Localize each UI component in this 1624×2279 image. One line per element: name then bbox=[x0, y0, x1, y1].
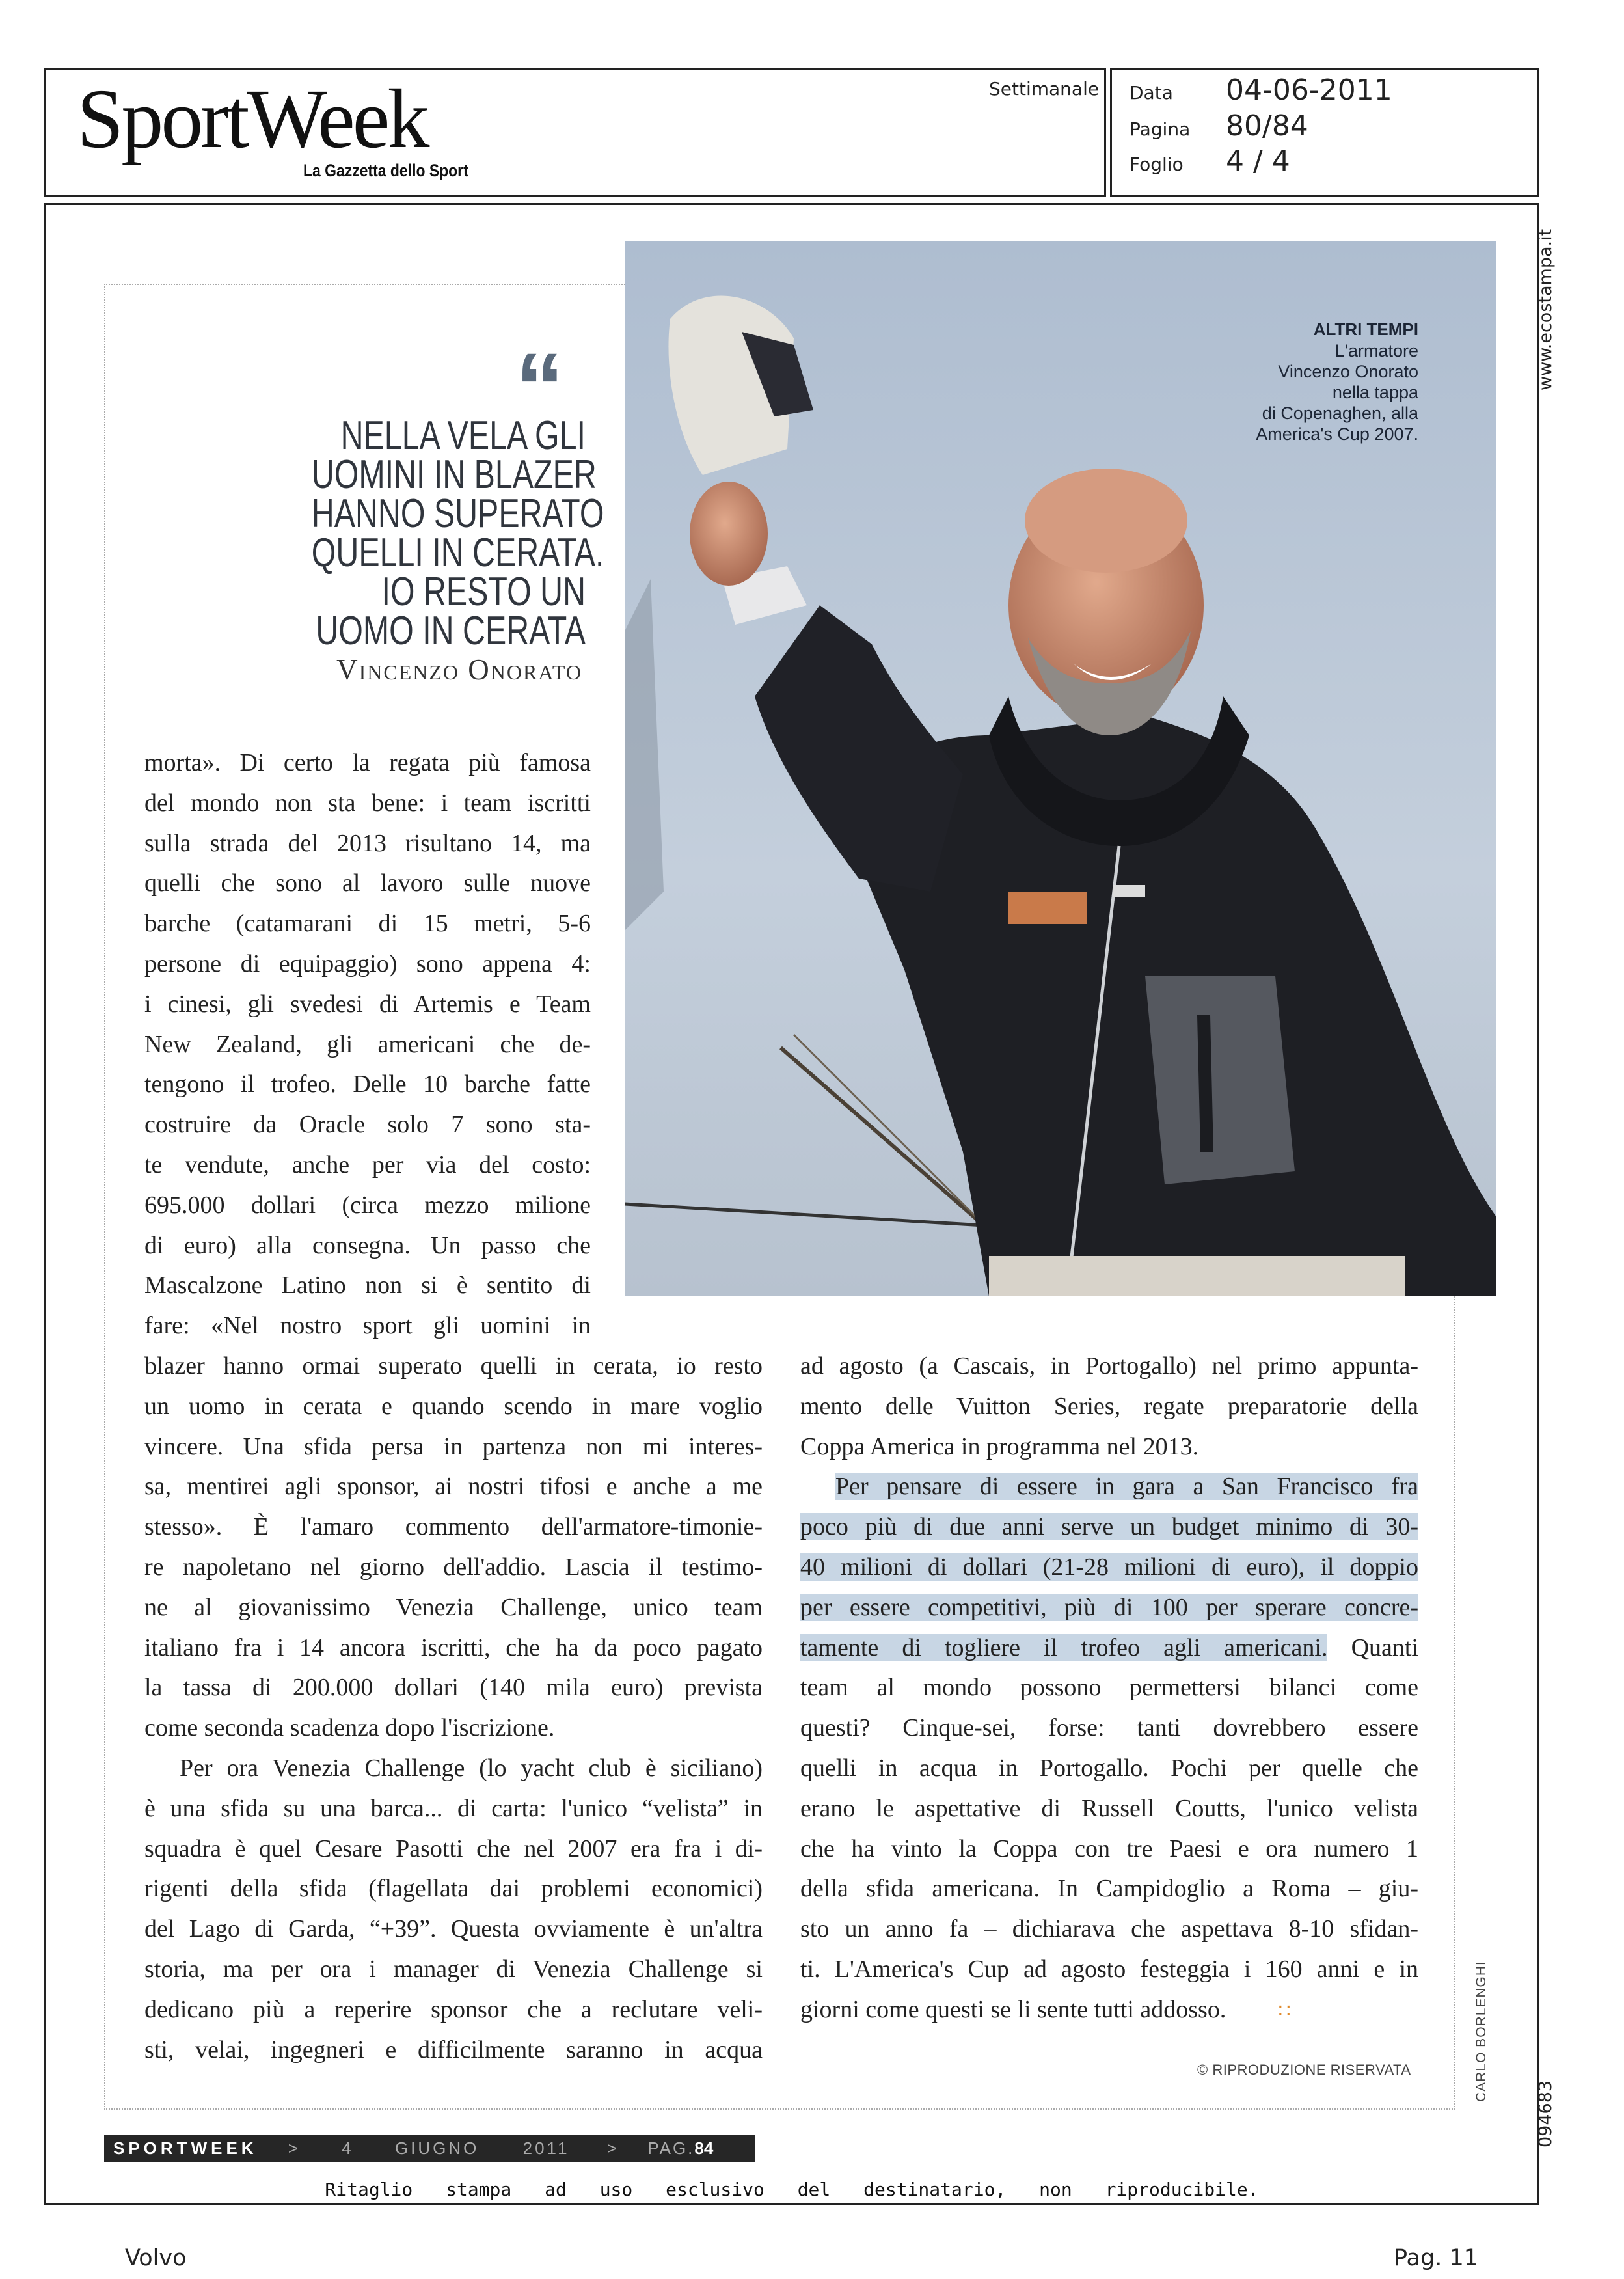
pagina-label: Pagina bbox=[1130, 118, 1191, 140]
text-line: dedicano più a reperire sponsor che a reclutare veli- bbox=[144, 1995, 763, 2023]
footer-page-label: PAG. bbox=[647, 2138, 695, 2158]
text-line: di euro) alla consegna. Un passo che bbox=[144, 1231, 591, 1259]
issue-footer-bar bbox=[104, 2135, 755, 2162]
footer-separator: > bbox=[606, 2138, 617, 2158]
text-line bbox=[800, 1467, 1418, 1507]
text-line: quelli che sono al lavoro sulle nuove bbox=[144, 869, 591, 897]
quote-mark-icon: “ bbox=[515, 333, 564, 442]
caption-line: America's Cup 2007. bbox=[1256, 424, 1418, 444]
page-number: Pag. 11 bbox=[1394, 2245, 1478, 2271]
text-line: sti, velai, ingegneri e difficilmente saranno in acqua bbox=[144, 2036, 763, 2064]
text-line: Per ora Venezia Challenge (lo yacht club è siciliano) bbox=[180, 1754, 763, 1782]
article-column-left-wide bbox=[144, 1346, 763, 2070]
text-line: re napoletano nel giorno dell'addio. Lascia il testimo- bbox=[144, 1553, 763, 1581]
pull-quote-line: QUELLI IN CERATA. bbox=[311, 530, 604, 575]
pull-quote-author: Vincenzo Onorato bbox=[336, 653, 582, 686]
highlighted-text: tamente di togliere il trofeo agli americani. bbox=[800, 1633, 1328, 1661]
highlighted-text: 40 milioni di dollari (21-28 milioni di euro), il doppio bbox=[800, 1553, 1418, 1581]
foglio-value: 4 / 4 bbox=[1226, 144, 1290, 178]
text-line: rigenti della sfida (flagellata dai problemi economici) bbox=[144, 1875, 763, 1903]
data-label: Data bbox=[1130, 82, 1173, 103]
footer-issue: 4 bbox=[342, 2138, 351, 2158]
text-line: erano le aspettative di Russell Coutts, l'unico velista bbox=[800, 1794, 1418, 1822]
text-line: blazer hanno ormai superato quelli in cerata, io resto bbox=[144, 1352, 763, 1380]
text-line: sa, mentirei agli sponsor, ai nostri tifosi e anche a me bbox=[144, 1473, 763, 1501]
pull-quote-line: UOMO IN CERATA bbox=[316, 608, 586, 653]
caption-line: nella tappa bbox=[1332, 383, 1418, 402]
text-line bbox=[800, 1548, 1418, 1588]
text-line: costruire da Oracle solo 7 sono sta- bbox=[144, 1111, 591, 1139]
text-line: 695.000 dollari (circa mezzo milione bbox=[144, 1191, 591, 1219]
text-line: vincere. Una sfida persa in partenza non mi interes- bbox=[144, 1432, 763, 1460]
text-line: morta». Di certo la regata più famosa bbox=[144, 749, 591, 776]
footer-year: 2011 bbox=[522, 2138, 570, 2158]
text-line: squadra è quel Cesare Pasotti che nel 2007 era fra i di- bbox=[144, 1835, 763, 1863]
text-line bbox=[800, 1507, 1418, 1548]
caption-line: di Copenaghen, alla bbox=[1262, 403, 1418, 423]
caption-line: L'armatore bbox=[1334, 341, 1418, 361]
text-line: New Zealand, gli americani che de- bbox=[144, 1030, 591, 1058]
text-line: Mascalzone Latino non si è sentito di bbox=[144, 1272, 591, 1300]
text-line: fare: «Nel nostro sport gli uomini in bbox=[144, 1312, 591, 1340]
text-line: come seconda scadenza dopo l'iscrizione. bbox=[144, 1714, 555, 1742]
disclaimer: Ritaglio stampa ad uso esclusivo del destinatario, non riproducibile. bbox=[325, 2179, 1259, 2200]
article-column-left-narrow bbox=[144, 743, 591, 1346]
text-line: mento delle Vuitton Series, regate preparatorie della bbox=[800, 1392, 1418, 1420]
text-line: del mondo non sta bene: i team iscritti bbox=[144, 789, 591, 817]
end-mark-icon: ∷ bbox=[1278, 1999, 1291, 2023]
footer-month: GIUGNO bbox=[394, 2138, 480, 2158]
text-line: quelli in acqua in Portogallo. Pochi per quelle che bbox=[800, 1754, 1418, 1782]
foglio-label: Foglio bbox=[1130, 154, 1184, 175]
pull-quote-line: NELLA VELA GLI bbox=[340, 413, 586, 458]
text-line: del Lago di Garda, “+39”. Questa ovviamente è un'altra bbox=[144, 1915, 763, 1943]
pull-quote-line: IO RESTO UN bbox=[381, 569, 586, 614]
text-fragment: giorni come questi se li sente tutti addosso. bbox=[800, 1995, 1226, 2023]
text-line: la tassa di 200.000 dollari (140 mila euro) prevista bbox=[144, 1674, 763, 1702]
website-label: www.ecostampa.it bbox=[1536, 228, 1556, 390]
pull-quote-line: HANNO SUPERATO bbox=[311, 491, 604, 536]
text-line: italiano fra i 14 ancora iscritti, che ha da poco pagato bbox=[144, 1633, 763, 1661]
text-line bbox=[800, 1588, 1418, 1628]
article-column-right bbox=[800, 1346, 1418, 2030]
text-line bbox=[800, 1990, 1418, 2030]
text-line: team al mondo possono permettersi bilanci come bbox=[800, 1674, 1418, 1702]
text-line: ad agosto (a Cascais, in Portogallo) nel primo appunta- bbox=[800, 1352, 1418, 1380]
article-photo bbox=[625, 241, 1496, 1296]
text-line: della sfida americana. In Campidoglio a Roma – giu- bbox=[800, 1875, 1418, 1903]
clipping-code: 094683 bbox=[1536, 2080, 1556, 2148]
text-line: storia, ma per ora i manager di Venezia Challenge si bbox=[144, 1955, 763, 1983]
text-line: ne al giovanissimo Venezia Challenge, unico team bbox=[144, 1593, 763, 1621]
data-value: 04-06-2011 bbox=[1226, 74, 1392, 107]
text-line: che ha vinto la Coppa con tre Paesi e ora numero 1 bbox=[800, 1835, 1418, 1863]
footer-separator: > bbox=[288, 2138, 298, 2158]
frequency-label: Settimanale bbox=[989, 78, 1100, 100]
text-line: tengono il trofeo. Delle 10 barche fatte bbox=[144, 1071, 591, 1099]
footer-page-number: 84 bbox=[694, 2138, 714, 2158]
pull-quote bbox=[311, 413, 604, 653]
masthead-logo: SportWeek bbox=[77, 72, 427, 166]
text-line bbox=[800, 1628, 1418, 1669]
copyright-notice: © RIPRODUZIONE RISERVATA bbox=[1197, 2062, 1411, 2078]
caption-line: Vincenzo Onorato bbox=[1278, 362, 1418, 381]
photo-illustration bbox=[625, 241, 1496, 1296]
text-line: è una sfida su una barca... di carta: l'unico “velista” in bbox=[144, 1794, 763, 1822]
text-line: ti. L'America's Cup ad agosto festeggia i 160 anni e in bbox=[800, 1955, 1418, 1983]
text-line: sto un anno fa – dichiarava che aspettava 8-10 sfidan- bbox=[800, 1915, 1418, 1943]
text-line: i cinesi, gli svedesi di Artemis e Team bbox=[144, 990, 591, 1018]
highlighted-text: Per pensare di essere in gara a San Francisco fra bbox=[835, 1473, 1418, 1501]
masthead-sublogo: La Gazzetta dello Sport bbox=[303, 161, 468, 180]
text-line: sulla strada del 2013 risultano 14, ma bbox=[144, 829, 591, 857]
pagina-value: 80/84 bbox=[1226, 109, 1308, 143]
client-name: Volvo bbox=[125, 2245, 187, 2271]
text-line: stesso». È l'amaro commento dell'armatore-timonie- bbox=[144, 1513, 763, 1541]
caption-title: ALTRI TEMPI bbox=[1313, 320, 1418, 339]
text-line: Coppa America in programma nel 2013. bbox=[800, 1432, 1199, 1460]
photo-credit: CARLO BORLENGHI bbox=[1474, 1961, 1489, 2102]
text-line: te vendute, anche per via del costo: bbox=[144, 1151, 591, 1179]
text-line: barche (catamarani di 15 metri, 5-6 bbox=[144, 910, 591, 938]
highlighted-text: per essere competitivi, più di 100 per sperare concre- bbox=[800, 1593, 1418, 1621]
text-line: un uomo in cerata e quando scendo in mare voglio bbox=[144, 1392, 763, 1420]
footer-brand: SPORTWEEK bbox=[113, 2138, 258, 2158]
highlighted-text: poco più di due anni serve un budget minimo di 30- bbox=[800, 1513, 1418, 1541]
text-line: persone di equipaggio) sono appena 4: bbox=[144, 949, 591, 977]
text-line: questi? Cinque-sei, forse: tanti dovrebbero essere bbox=[800, 1714, 1418, 1742]
text-fragment: Quanti bbox=[1351, 1633, 1418, 1661]
pull-quote-line: UOMINI IN BLAZER bbox=[311, 452, 597, 497]
